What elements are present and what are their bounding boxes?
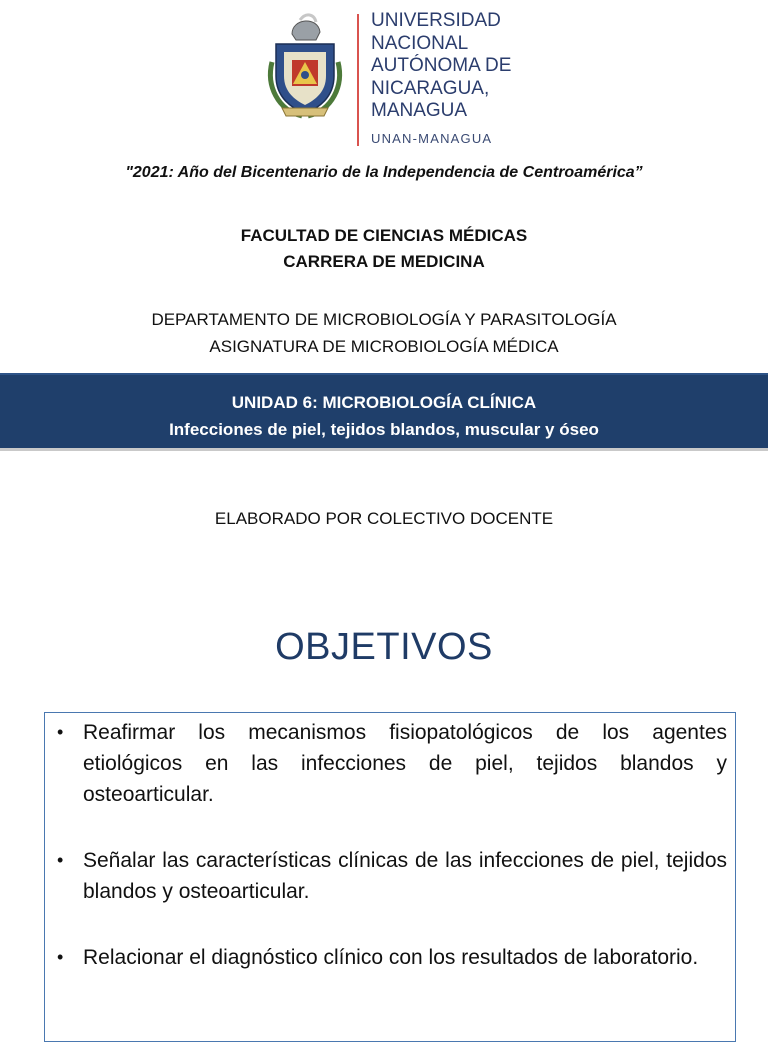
bullet-icon: •: [57, 850, 64, 870]
university-seal-icon: [262, 12, 348, 124]
objectives-box: [44, 712, 736, 1042]
unit-banner: [0, 373, 768, 451]
unit-title: UNIDAD 6: MICROBIOLOGÍA CLÍNICA: [231, 393, 537, 412]
university-name-line: NACIONAL: [371, 32, 469, 54]
university-name-line: UNIVERSIDAD: [371, 10, 501, 31]
objectives-title: OBJETIVOS: [275, 626, 493, 668]
university-short-name: UNAN-MANAGUA: [371, 131, 493, 146]
list-item: [53, 717, 727, 810]
university-name-line: NICARAGUA,: [371, 77, 490, 99]
list-item: [53, 942, 727, 973]
unit-subtitle: Infecciones de piel, tejidos blandos, muscular y óseo: [169, 420, 599, 439]
career-name: CARRERA DE MEDICINA: [283, 252, 485, 271]
university-name: [371, 10, 651, 123]
objective-text: Señalar las características clínicas de las infecciones de piel, tejidos blandos y osteoarticular.: [83, 849, 727, 903]
subject-name: ASIGNATURA DE MICROBIOLOGÍA MÉDICA: [209, 337, 559, 356]
author-credit: ELABORADO POR COLECTIVO DOCENTE: [214, 509, 554, 528]
objective-text: Reafirmar los mecanismos fisiopatológicos de los agentes etiológicos en las infecciones de piel, tejidos blandos y osteoarticular.: [83, 721, 727, 806]
department-name: DEPARTAMENTO DE MICROBIOLOGÍA Y PARASITOLOGÍA: [151, 310, 617, 329]
bullet-icon: •: [57, 947, 64, 967]
objective-text: Relacionar el diagnóstico clínico con los resultados de laboratorio.: [83, 946, 699, 969]
faculty-heading: [0, 223, 768, 275]
bullet-icon: •: [57, 722, 64, 742]
header-divider: [357, 14, 359, 146]
objectives-list: [53, 717, 727, 973]
list-item: [53, 845, 727, 907]
faculty-name: FACULTAD DE CIENCIAS MÉDICAS: [240, 226, 528, 245]
university-name-line: AUTÓNOMA DE: [371, 55, 512, 76]
year-motto: "2021: Año del Bicentenario de la Independencia de Centroamérica”: [125, 164, 643, 181]
university-name-line: MANAGUA: [371, 100, 468, 121]
department-heading: [0, 306, 768, 360]
